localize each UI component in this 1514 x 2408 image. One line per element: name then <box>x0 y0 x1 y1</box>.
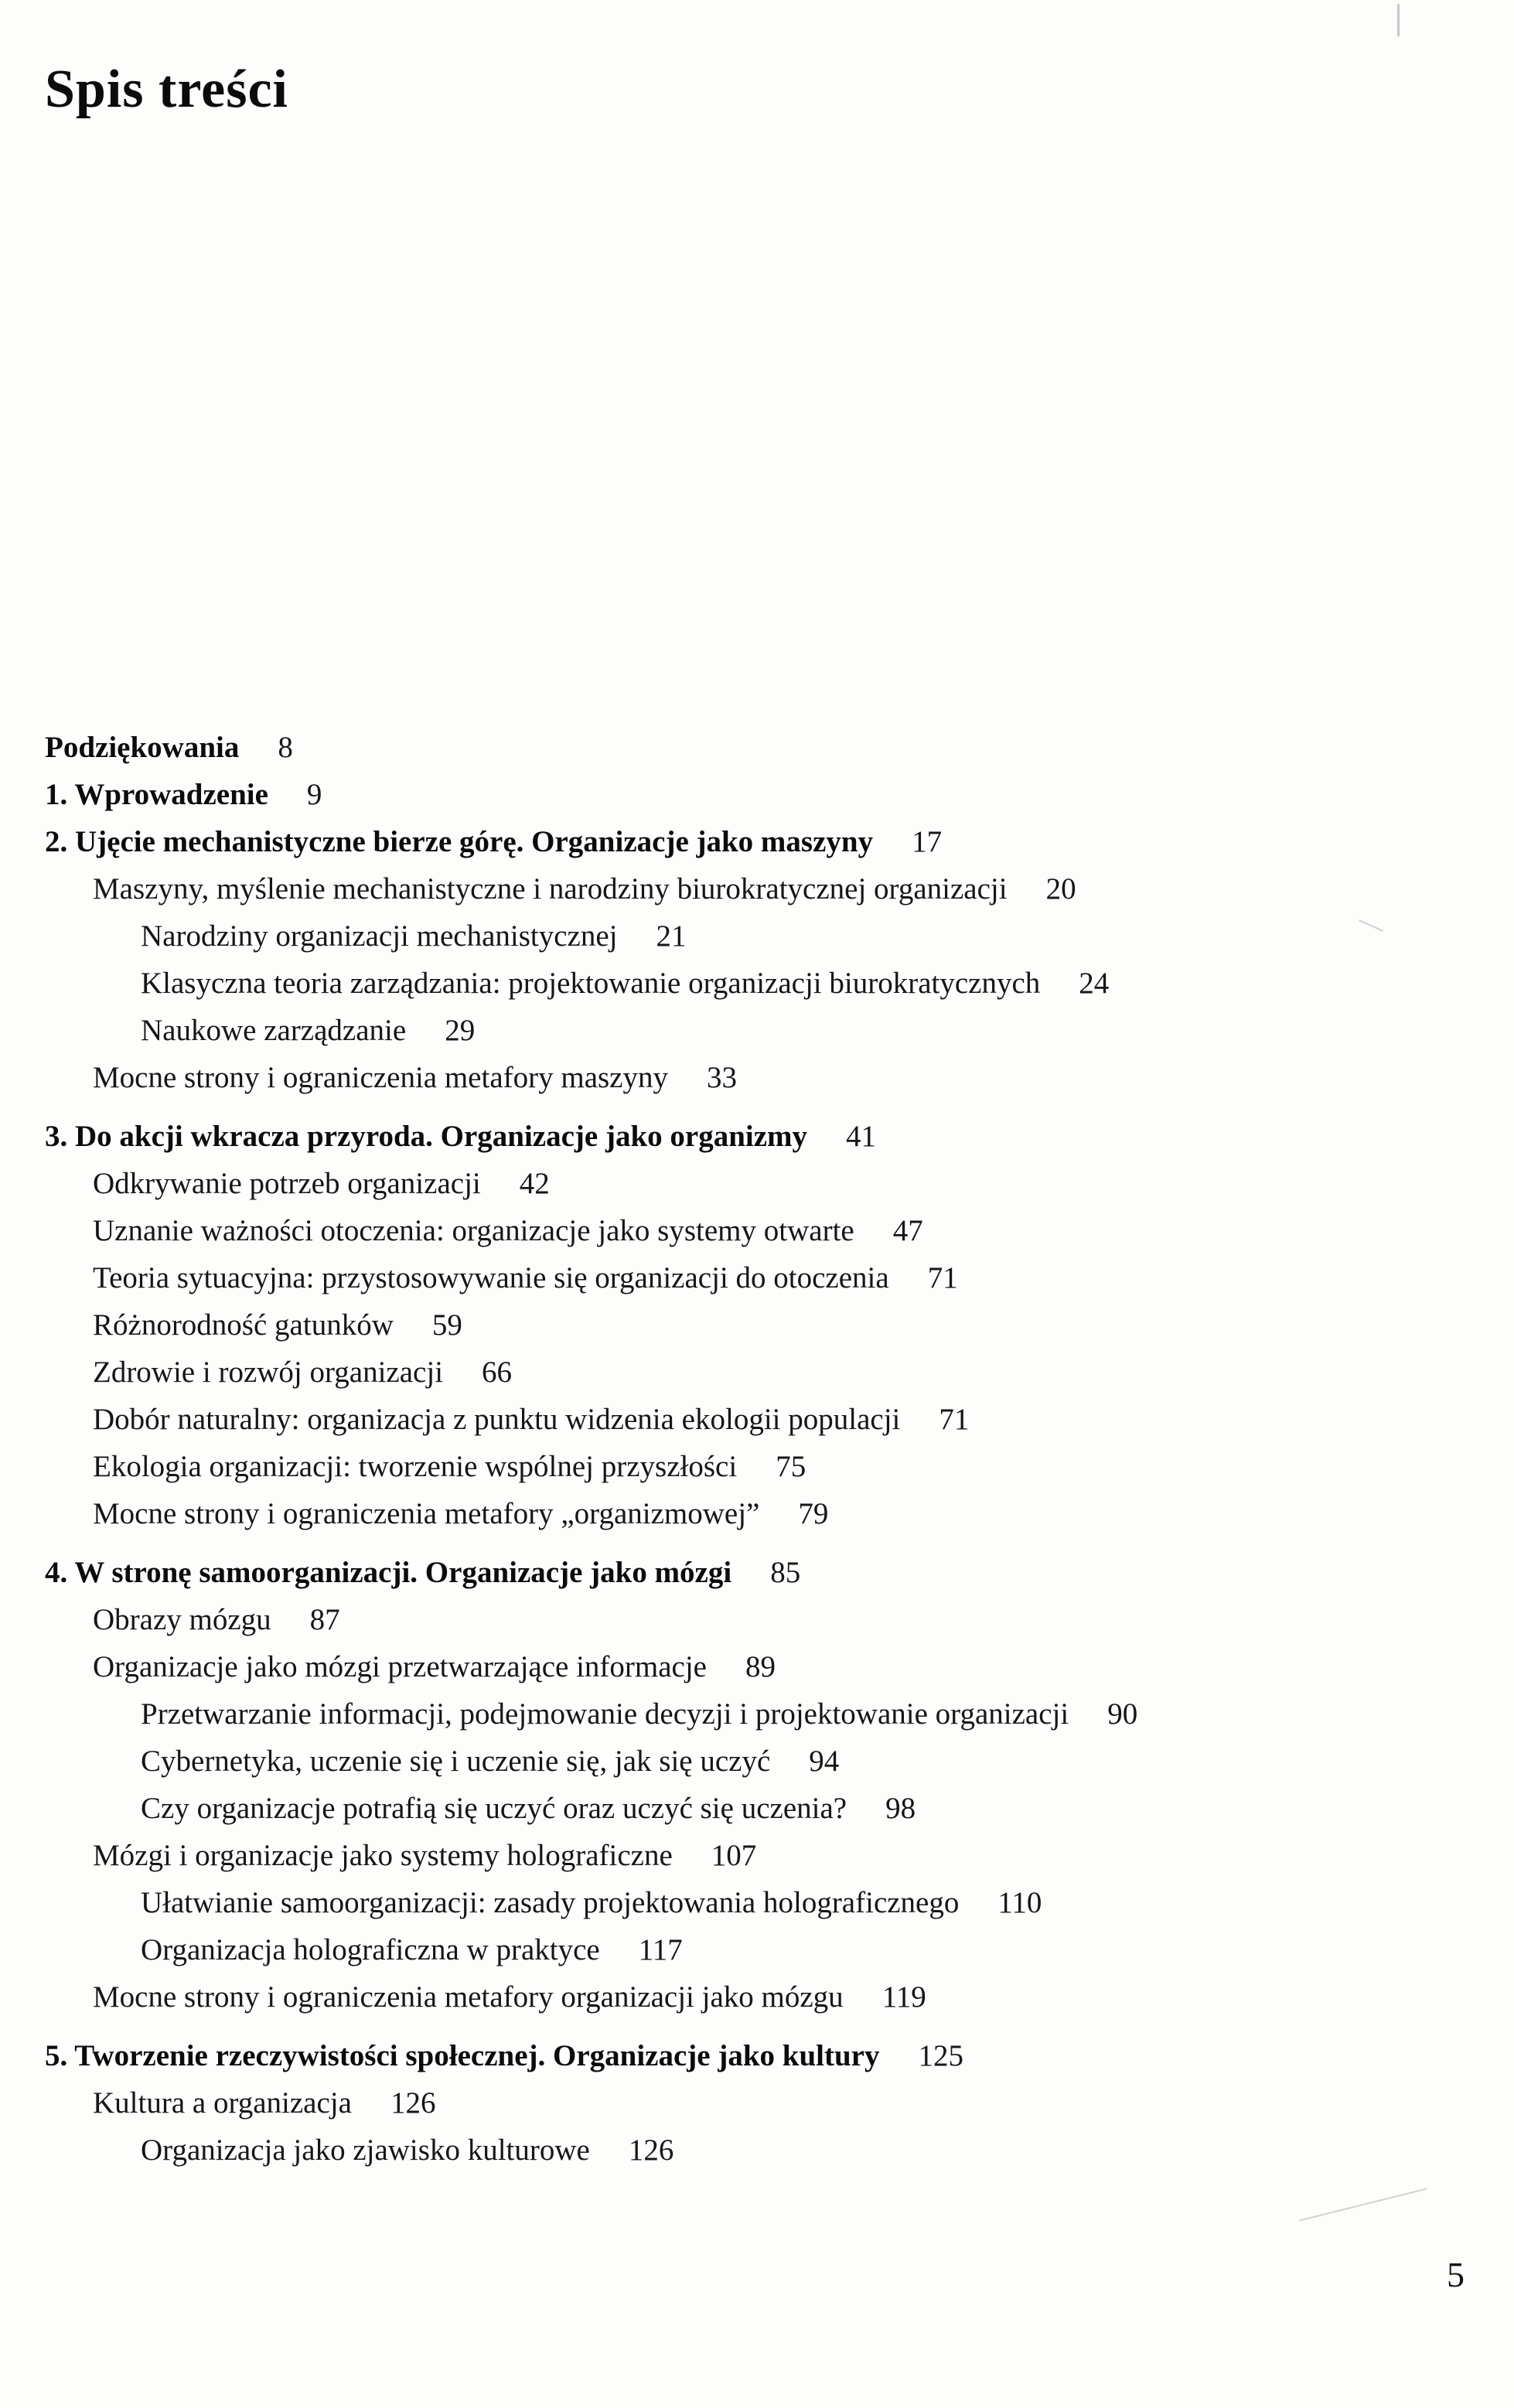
toc-entry <box>45 1054 1460 1101</box>
toc-entry-title: Czy organizacje potrafią się uczyć oraz uczyć się uczenia? <box>141 1792 847 1825</box>
toc-entry <box>45 865 1460 912</box>
toc-entry <box>45 960 1460 1007</box>
toc-entry-title: 5. Tworzenie rzeczywistości społecznej. Organizacje jako kultury <box>45 2039 880 2072</box>
toc-entry-page-number: 29 <box>445 1014 476 1047</box>
toc-entry-page-number: 21 <box>656 919 687 953</box>
toc-entry-page-number: 117 <box>638 1933 683 1966</box>
toc-entry-page-number: 85 <box>770 1556 801 1589</box>
toc-entry-title: 1. Wprowadzenie <box>45 778 268 811</box>
toc-entry <box>45 1207 1460 1254</box>
toc-entry-title: Mocne strony i ograniczenia metafory organizacji jako mózgu <box>93 1980 844 2014</box>
toc-entry-title: Różnorodność gatunków <box>93 1308 394 1342</box>
table-of-contents <box>45 724 1460 2174</box>
toc-entry-title: 4. W stronę samoorganizacji. Organizacje jako mózgi <box>45 1556 732 1589</box>
toc-entry <box>45 724 1460 771</box>
toc-entry <box>45 2079 1460 2127</box>
toc-entry-page-number: 87 <box>309 1603 340 1636</box>
toc-entry-title: Obrazy mózgu <box>93 1603 271 1636</box>
toc-entry <box>45 1349 1460 1396</box>
toc-entry-page-number: 98 <box>885 1792 916 1825</box>
toc-entry-title: Cybernetyka, uczenie się i uczenie się, jak się uczyć <box>141 1745 771 1778</box>
toc-entry <box>45 1113 1460 1160</box>
toc-entry-page-number: 126 <box>390 2086 436 2120</box>
toc-entry <box>45 1690 1460 1738</box>
toc-entry-title: Kultura a organizacja <box>93 2086 352 2120</box>
toc-entry <box>45 2127 1460 2174</box>
toc-entry-page-number: 110 <box>997 1886 1042 1919</box>
toc-entry-page-number: 42 <box>519 1167 550 1200</box>
page-number: 5 <box>1447 2255 1465 2294</box>
toc-entry <box>45 771 1460 818</box>
toc-entry <box>45 912 1460 960</box>
toc-entry-page-number: 89 <box>745 1650 776 1683</box>
toc-entry <box>45 1443 1460 1490</box>
toc-entry-title: Przetwarzanie informacji, podejmowanie decyzji i projektowanie organizacji <box>141 1697 1069 1731</box>
toc-entry <box>45 2032 1460 2079</box>
toc-entry-title: 2. Ujęcie mechanistyczne bierze górę. Organizacje jako maszyny <box>45 825 874 858</box>
toc-entry <box>45 1785 1460 1832</box>
toc-entry-title: Mocne strony i ograniczenia metafory maszyny <box>93 1061 668 1094</box>
toc-entry-page-number: 59 <box>431 1308 462 1342</box>
toc-entry <box>45 1301 1460 1349</box>
toc-entry <box>45 1832 1460 1879</box>
toc-entry <box>45 1738 1460 1785</box>
toc-entry <box>45 1160 1460 1207</box>
toc-entry-page-number: 75 <box>776 1450 806 1483</box>
toc-entry-title: Odkrywanie potrzeb organizacji <box>93 1167 481 1200</box>
toc-entry-page-number: 24 <box>1079 967 1110 1000</box>
toc-entry-page-number: 125 <box>918 2039 963 2072</box>
toc-entry <box>45 1549 1460 1596</box>
toc-entry-page-number: 33 <box>707 1061 737 1094</box>
toc-entry-title: Organizacja holograficzna w praktyce <box>141 1933 600 1966</box>
toc-entry <box>45 1254 1460 1301</box>
toc-entry-page-number: 8 <box>278 731 293 764</box>
toc-entry-title: Podziękowania <box>45 731 240 764</box>
toc-entry-title: Organizacja jako zjawisko kulturowe <box>141 2133 590 2167</box>
toc-entry-title: Dobór naturalny: organizacja z punktu widzenia ekologii populacji <box>93 1403 901 1436</box>
toc-entry-page-number: 107 <box>711 1839 757 1872</box>
toc-entry-page-number: 47 <box>892 1214 923 1247</box>
toc-entry <box>45 1007 1460 1054</box>
toc-entry-page-number: 126 <box>628 2133 674 2167</box>
toc-entry-page-number: 41 <box>846 1120 877 1153</box>
toc-entry-title: Teoria sytuacyjna: przystosowywanie się organizacji do otoczenia <box>93 1261 889 1294</box>
toc-entry-title: Ekologia organizacji: tworzenie wspólnej przyszłości <box>93 1450 738 1483</box>
toc-entry-title: 3. Do akcji wkracza przyroda. Organizacje jako organizmy <box>45 1120 808 1153</box>
scan-artifact-top <box>1397 4 1400 36</box>
toc-entry-page-number: 9 <box>306 778 322 811</box>
toc-entry <box>45 1396 1460 1443</box>
toc-entry-title: Narodziny organizacji mechanistycznej <box>141 919 618 953</box>
toc-entry-page-number: 71 <box>939 1403 970 1436</box>
toc-entry <box>45 1926 1460 1973</box>
toc-entry-page-number: 17 <box>912 825 943 858</box>
toc-entry <box>45 1643 1460 1690</box>
toc-entry-title: Ułatwianie samoorganizacji: zasady projektowania holograficznego <box>141 1886 960 1919</box>
toc-entry-title: Mocne strony i ograniczenia metafory „organizmowej” <box>93 1497 760 1530</box>
page-title: Spis treści <box>45 60 288 119</box>
toc-entry-page-number: 94 <box>809 1745 840 1778</box>
toc-entry <box>45 818 1460 865</box>
toc-entry-page-number: 71 <box>927 1261 958 1294</box>
toc-entry-title: Mózgi i organizacje jako systemy holograficzne <box>93 1839 673 1872</box>
toc-entry-title: Klasyczna teoria zarządzania: projektowanie organizacji biurokratycznych <box>141 967 1041 1000</box>
toc-entry-page-number: 66 <box>482 1356 513 1389</box>
toc-entry-title: Zdrowie i rozwój organizacji <box>93 1356 444 1389</box>
toc-entry <box>45 1490 1460 1537</box>
scan-artifact-bottom <box>1299 2188 1427 2221</box>
toc-entry-page-number: 20 <box>1045 872 1076 906</box>
toc-entry-page-number: 79 <box>798 1497 829 1530</box>
toc-entry-title: Organizacje jako mózgi przetwarzające informacje <box>93 1650 707 1683</box>
toc-entry-title: Maszyny, myślenie mechanistyczne i narodziny biurokratycznej organizacji <box>93 872 1008 906</box>
toc-entry <box>45 1596 1460 1643</box>
toc-entry-page-number: 90 <box>1107 1697 1138 1731</box>
toc-entry-title: Uznanie ważności otoczenia: organizacje jako systemy otwarte <box>93 1214 854 1247</box>
toc-entry <box>45 1973 1460 2021</box>
toc-entry-title: Naukowe zarządzanie <box>141 1014 407 1047</box>
toc-entry-page-number: 119 <box>881 1980 926 2014</box>
toc-entry <box>45 1879 1460 1926</box>
